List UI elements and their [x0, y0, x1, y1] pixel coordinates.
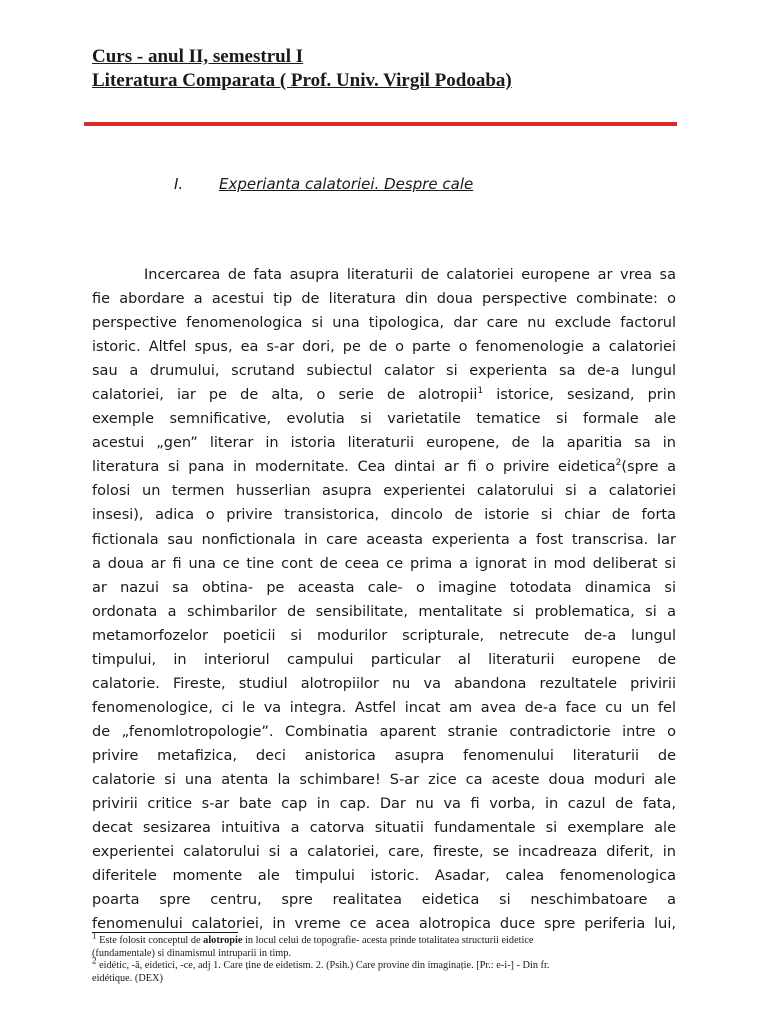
footnote-1-text-a: Este folosit conceptul de	[96, 935, 204, 946]
footnote-1-continued: (fundamentale) si dinamismul intruparii in timp.	[92, 947, 292, 959]
section-number: I.	[174, 175, 184, 193]
body-line: a doua ar fi una ce tine cont de ceea ce prima a ignorat in mod deliberat si	[92, 555, 676, 572]
body-line: calatorie. Fireste, studiul alotropiilor nu va abandona rezultatele privirii	[92, 675, 676, 692]
course-header	[92, 45, 692, 93]
body-line: Incercarea de fata asupra literaturii de calatoriei europene ar vrea sa	[144, 267, 676, 283]
body-line: privirii critice s-ar bate cap in cap. Dar nu va fi vorba, in cazul de fata,	[92, 796, 676, 813]
body-paragraph	[92, 263, 676, 936]
body-line: fenomenologice, ci le va integra. Astfel incat am avea de-a face cu un fel	[92, 699, 676, 716]
section-title: Experianta calatoriei. Despre cale	[219, 175, 474, 193]
body-line: privire metafizica, deci anistorica asupra fenomenului literaturii de	[92, 747, 676, 764]
footnotes	[92, 930, 682, 985]
footnote-2-text: eidétic, -ă, eidetici, -ce, adj 1. Care ține de eidetism. 2. (Psih.) Care provine din imaginație. [Pr.: e-i-] - Din fr.	[96, 960, 550, 971]
footnote-reference[interactable]: 1	[477, 386, 484, 397]
footnote-2	[92, 955, 682, 973]
body-line: timpului, in interiorul campului particular al literaturii europene de	[92, 651, 676, 668]
body-line-text: istorice, sesizand, prin	[483, 387, 676, 404]
footnote-2-marker: 2	[92, 955, 97, 966]
body-line: fie abordare a acestui tip de literatura din doua perspective combinate: o	[92, 291, 676, 308]
body-line: folosi un termen husserlian asupra experientei calatorului si a calatoriei	[92, 483, 676, 500]
body-line: acestui „gen” literar in istoria literaturii europene, de la aparitia sa in	[92, 435, 676, 452]
footnote-2-continued: eidétique. (DEX)	[92, 972, 163, 984]
footnote-reference[interactable]: 2	[615, 458, 622, 469]
body-line: poarta spre centru, spre realitatea eidetica si neschimbatoare a	[92, 892, 676, 909]
body-line	[92, 455, 676, 479]
body-line: decat sesizarea intuitiva a catorva situatii fundamentale si exemplare ale	[92, 820, 676, 837]
body-line: ar nazui sa obtina- pe aceasta cale- o imagine totodata dinamica si	[92, 579, 676, 596]
footnote-1-term: alotropie	[203, 935, 243, 946]
body-line-text: (spre a	[621, 459, 676, 476]
section-heading	[174, 174, 473, 194]
body-line: ordonata a schimbarilor de sensibilitate, mentalitate si problematica, si a	[92, 603, 676, 620]
body-line: fictionala sau nonfictionala in care aceasta experienta a fost transcrisa. Iar	[92, 531, 676, 548]
footnote-1-text-b: in locul celui de topografie- acesta prinde totalitatea structurii eidetice	[242, 935, 534, 946]
course-title-line: Literatura Comparata ( Prof. Univ. Virgil Podoaba)	[92, 70, 512, 91]
body-line-text: calatoriei, iar pe de alta, o serie de alotropii	[92, 387, 478, 404]
body-line: de „fenomlotropologie”. Combinatia aparent stranie contradictorie intre o	[92, 723, 676, 740]
body-line	[92, 383, 676, 407]
body-line: calatorie si una atenta la schimbare! S-ar zice ca aceste doua moduri ale	[92, 771, 676, 788]
course-line: Curs - anul II, semestrul I	[92, 46, 304, 67]
body-line: insesi), adica o privire transistorica, dincolo de istorie si chiar de forta	[92, 507, 676, 524]
body-line: perspective fenomenologica si una tipologica, dar care nu exclude factorul	[92, 315, 676, 332]
footnote-1-marker: 1	[92, 930, 97, 941]
footnote-separator	[92, 932, 238, 933]
body-line: sau a drumului, scrutand subiectul calator si experienta sa de-a lungul	[92, 363, 676, 380]
body-line: exemple semnificative, evolutia si varietatile tematice si formale ale	[92, 411, 676, 428]
body-line: fenomenului calatoriei, in vreme ce acea alotropica duce spre periferia lui,	[92, 916, 676, 933]
footnote-1	[92, 930, 682, 948]
body-line: diferitele momente ale timpului istoric. Asadar, calea fenomenologica	[92, 868, 676, 885]
body-line: istoric. Altfel spus, ea s-ar dori, pe de o parte o fenomenologie a calatoriei	[92, 339, 676, 356]
body-line: metamorfozelor poeticii si modurilor scripturale, netrecute de-a lungul	[92, 627, 676, 644]
body-line: experientei calatorului si a calatoriei, care, fireste, se incadreaza diferit, in	[92, 844, 676, 861]
body-line-text: literatura si pana in modernitate. Cea dintai ar fi o privire eidetica	[92, 459, 616, 476]
red-divider	[84, 122, 677, 126]
